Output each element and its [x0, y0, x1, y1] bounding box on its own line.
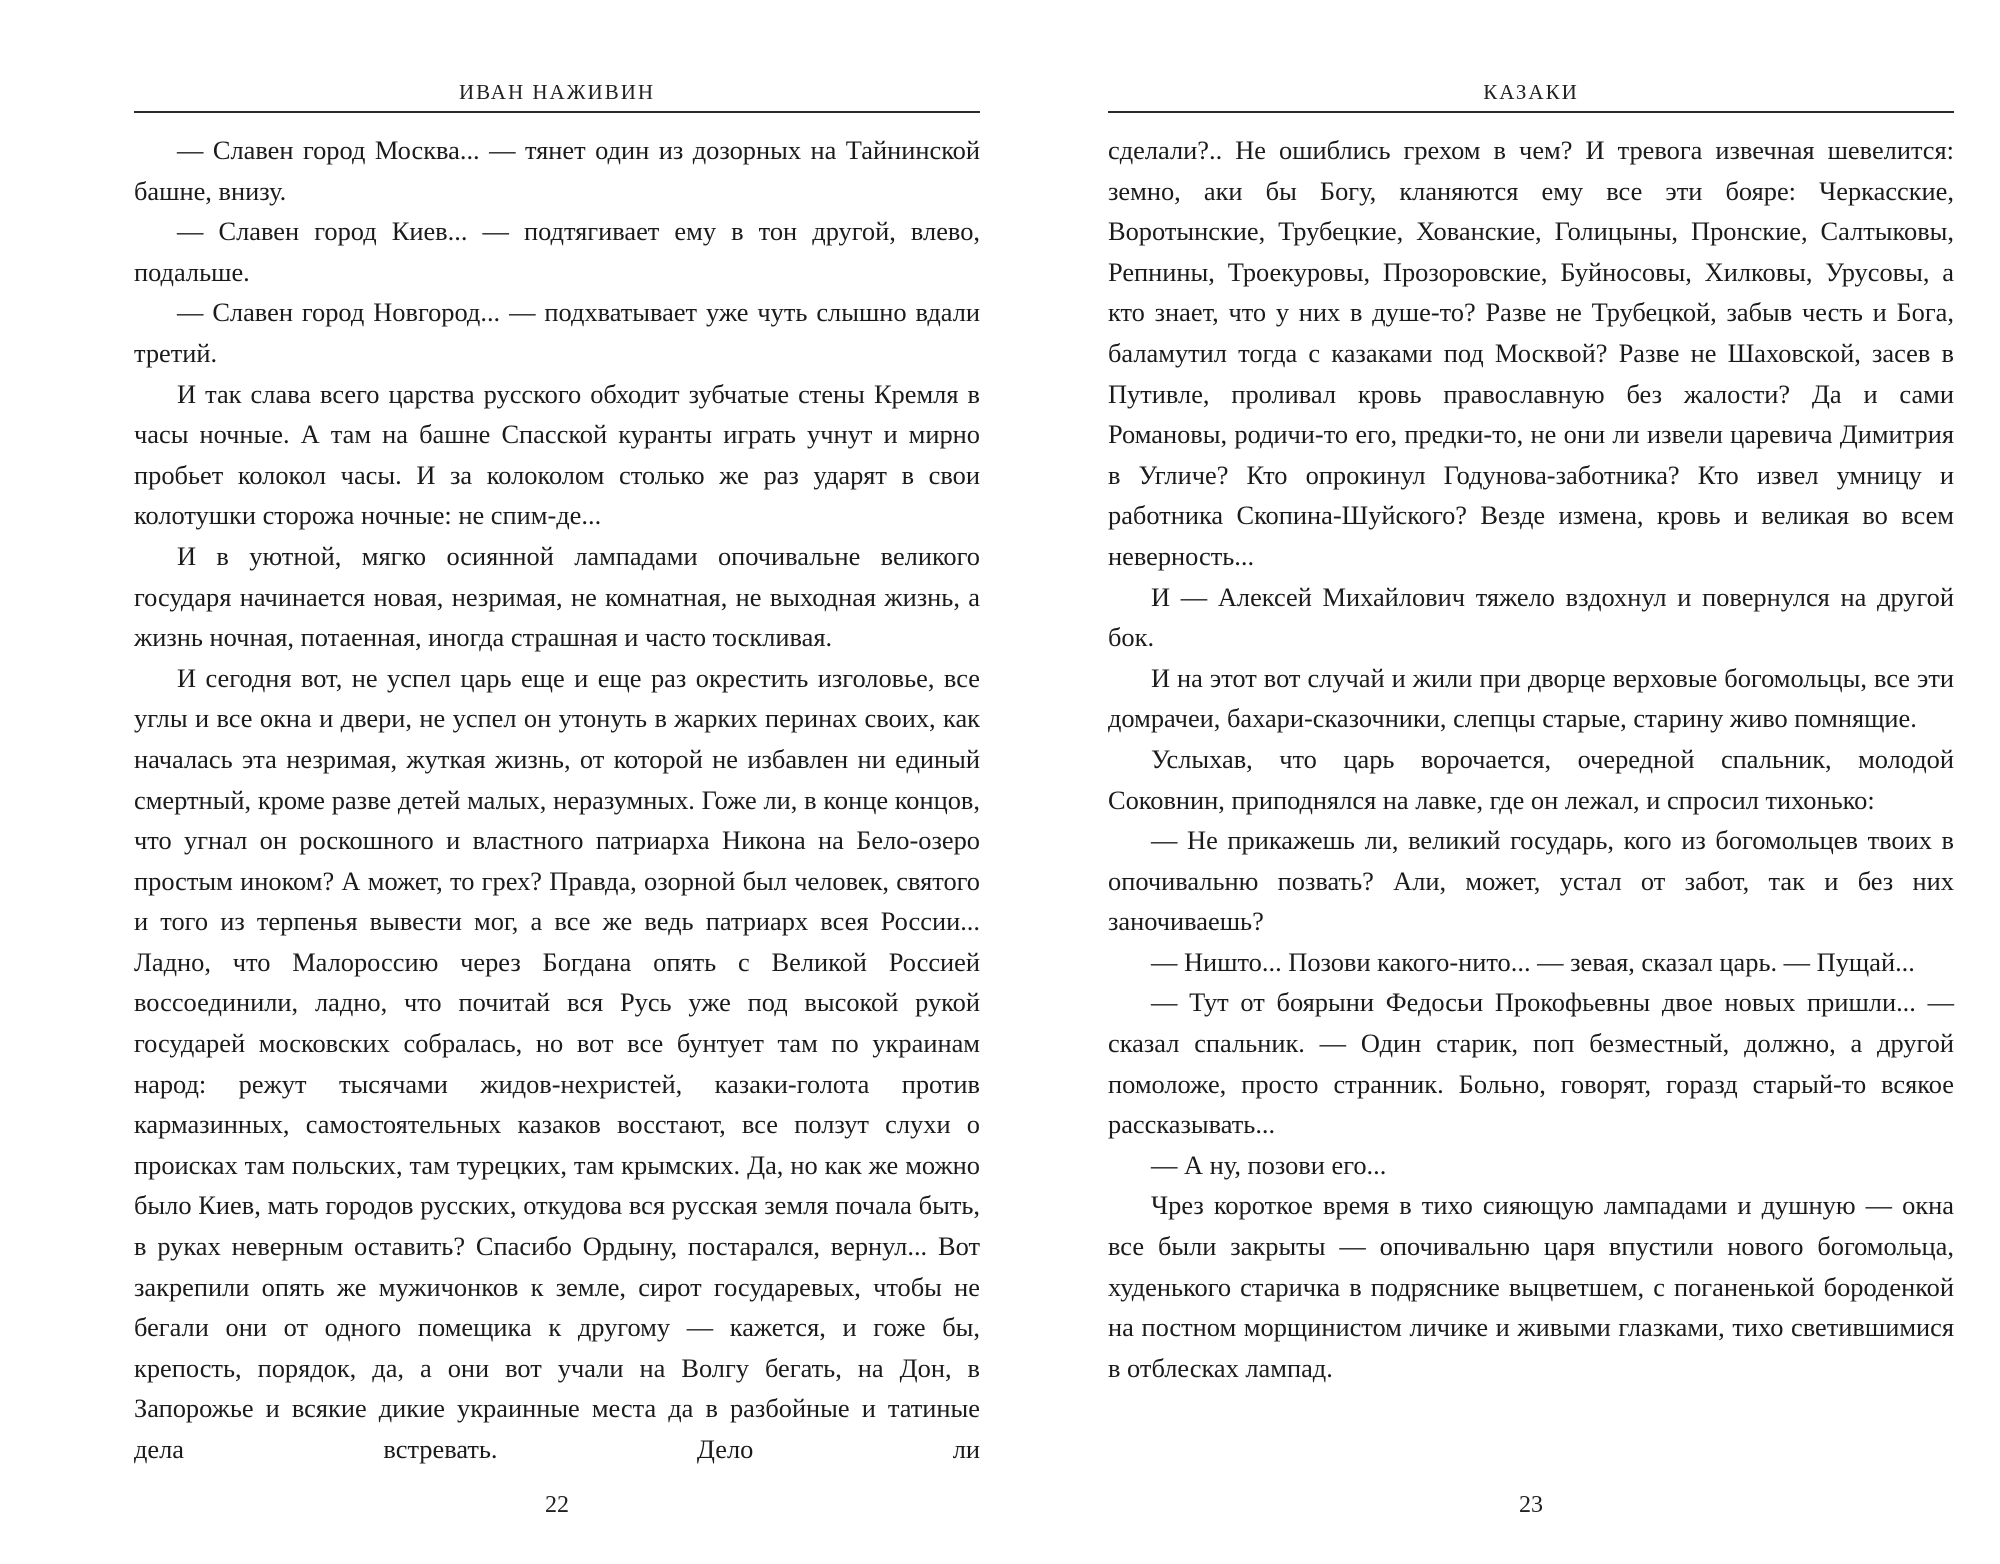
header-rule	[134, 111, 980, 113]
paragraph: — Ништо... Позови какого-нито... — зевая, сказал царь. — Пущай...	[1151, 946, 1915, 977]
right-page	[1108, 0, 1954, 1564]
paragraph: И сегодня вот, не успел царь еще и еще раз окрестить изголовье, все углы и все окна и двери, не успел он утонуть в жарких перинах своих, как началась эта незримая, жуткая жизнь, от которой не избавлен ни единый смертный, кроме разве детей малых, неразумных. Гоже ли, в конце концов, что угнал он роскошного и властного патриарха Никона на Бело-озеро простым иноком? А может, то грех? Правда, озорной был человек, святого и того из терпенья вывести мог, а все же ведь патриарх всея России... Ладно, что Малороссию через Богдана опять с Великой Россией воссоединили, ладно, что почитай вся Русь уже под высокой рукой государей московских собралась, но вот все бунтует там по украинам народ: режут тысячами жидов-нехристей, казаки-голота против кармазинных, самостоятельных казаков восстают, все ползут слухи о происках там польских, там турецких, там крымских. Да, но как же можно было Киев, мать городов русских, откудова вся русская земля почала быть, в руках неверным оставить? Спасибо Ордыну, постарался, вернул... Вот закрепили опять же мужичонков к земле, сирот государевых, чтобы не бегали они от одного помещика к другому — кажется, и гоже бы, крепость, порядок, да, а они вот учали на Волгу бегать, на Дон, в Запорожье и всякие дикие украинные места да в разбойные и татиные дела встревать. Дело ли	[134, 662, 980, 1464]
left-page	[134, 0, 980, 1564]
paragraph: И — Алексей Михайлович тяжело вздохнул и повернулся на другой бок.	[1108, 581, 1954, 653]
paragraph: И так слава всего царства русского обходит зубчатые стены Кремля в часы ночные. А там на башне Спасской куранты играть учнут и мирно пробьет колокол часы. И за колоколом столько же раз ударят в свои колотушки сторожа ночные: не спим-де...	[134, 378, 980, 531]
paragraph: — А ну, позови его...	[1151, 1149, 1387, 1180]
left-page-text	[134, 130, 980, 1470]
paragraph: Услыхав, что царь ворочается, очередной спальник, молодой Соковнин, приподнялся на лавке, где он лежал, и спросил тихонько:	[1108, 743, 1954, 815]
paragraph: И в уютной, мягко осиянной лампадами опочивальне великого государя начинается новая, незримая, не комнатная, не выходная жизнь, а жизнь ночная, потаенная, иногда страшная и часто тоскливая.	[134, 540, 980, 653]
running-head-title: КАЗАКИ	[1483, 80, 1579, 104]
paragraph: — Не прикажешь ли, великий государь, кого из богомольцев твоих в опочивальню позвать? Али, может, устал от забот, так и без них заночиваешь?	[1108, 825, 1954, 937]
paragraph: сделали?.. Не ошиблись грехом в чем? И тревога извечная шевелится: земно, аки бы Богу, кланяются ему все эти бояре: Черкасские, Воротынские, Трубецкие, Хованские, Голицыны, Пронские, Салтыковы, Репнины, Троекуровы, Прозоровские, Буйносовы, Хилковы, Урусовы, а кто знает, что у них в душе-то? Разве не Трубецкой, забыв честь и Бога, баламутил тогда с казаками под Москвой? Разве не Шаховской, засев в Путивле, проливал кровь православную без жалости? Да и сами Романовы, родичи-то его, предки-то, не они ли извели царевича Димитрия в Угличе? Кто опрокинул Годунова-заботника? Кто извел умницу и работника Скопина-Шуйского? Везде измена, кровь и великая во всем неверность...	[1108, 135, 1954, 571]
paragraph: — Славен город Киев... — подтягивает ему в тон другой, влево, подальше.	[134, 216, 980, 287]
page-number: 23	[1519, 1492, 1543, 1518]
page-number: 22	[545, 1492, 569, 1518]
paragraph: И на этот вот случай и жили при дворце верховые богомольцы, все эти домрачеи, бахари-сказочники, слепцы старые, старину живо помнящие.	[1108, 662, 1954, 734]
right-page-text	[1108, 130, 1954, 1388]
paragraph: — Славен город Москва... — тянет один из дозорных на Тайнинской башне, внизу.	[134, 135, 980, 206]
paragraph: Чрез короткое время в тихо сияющую лампадами и душную — окна все были закрыты — опочивальню царя впустили нового богомольца, худенького старичка в подряснике выцветшем, с поганенькой бороденкой на постном морщинистом личике и живыми глазками, тихо светившимися в отблесках лампад.	[1108, 1190, 1954, 1383]
paragraph: — Тут от боярыни Федосьи Прокофьевны двое новых пришли... — сказал спальник. — Один старик, поп безместный, должно, а другой помоложе, просто странник. Больно, говорят, горазд старый-то всякое рассказывать...	[1108, 987, 1954, 1140]
header-rule	[1108, 111, 1954, 113]
paragraph: — Славен город Новгород... — подхватывает уже чуть слышно вдали третий.	[134, 297, 980, 368]
running-head-author: ИВАН НАЖИВИН	[458, 80, 656, 104]
